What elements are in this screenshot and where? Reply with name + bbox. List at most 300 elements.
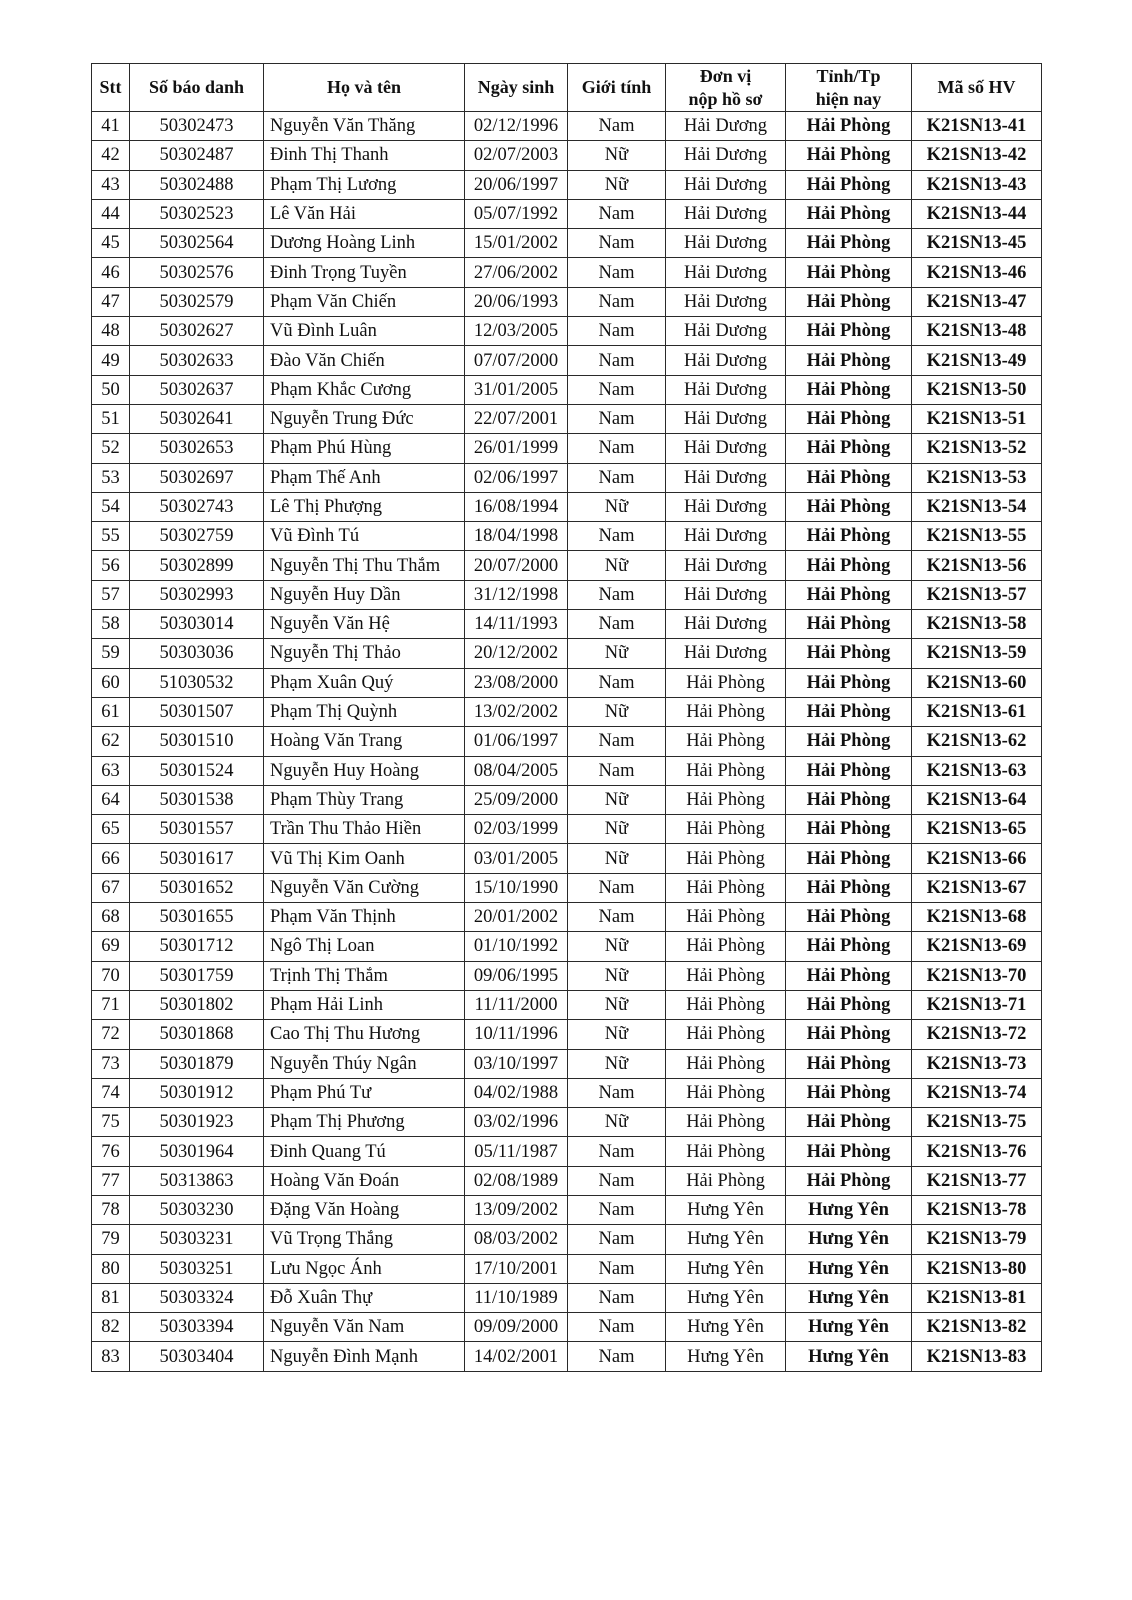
cell-province: Hải Phòng [786,317,912,346]
cell-code: K21SN13-73 [912,1049,1042,1078]
cell-province: Hải Phòng [786,668,912,697]
cell-code: K21SN13-52 [912,434,1042,463]
cell-gender: Nam [568,580,666,609]
cell-code: K21SN13-67 [912,873,1042,902]
table-row [92,639,1042,668]
cell-dob: 16/08/1994 [465,492,568,521]
cell-name: Cao Thị Thu Hương [264,1020,465,1049]
cell-gender: Nam [568,522,666,551]
table-row [92,1342,1042,1371]
cell-name: Nguyễn Thúy Ngân [264,1049,465,1078]
cell-code: K21SN13-79 [912,1225,1042,1254]
cell-name: Đào Văn Chiến [264,346,465,375]
header-row [92,64,1042,112]
cell-province: Hải Phòng [786,1108,912,1137]
cell-name: Nguyễn Huy Dần [264,580,465,609]
cell-province: Hải Phòng [786,1137,912,1166]
cell-sbd: 50302564 [130,229,264,258]
cell-dob: 20/06/1997 [465,170,568,199]
table-row [92,112,1042,141]
cell-code: K21SN13-42 [912,141,1042,170]
cell-sbd: 50303251 [130,1254,264,1283]
cell-stt: 45 [92,229,130,258]
cell-code: K21SN13-51 [912,404,1042,433]
cell-sbd: 50303231 [130,1225,264,1254]
cell-unit: Hải Dương [666,639,786,668]
cell-unit: Hải Phòng [666,727,786,756]
cell-gender: Nam [568,112,666,141]
cell-code: K21SN13-66 [912,844,1042,873]
cell-province: Hải Phòng [786,1166,912,1195]
cell-sbd: 50301557 [130,815,264,844]
cell-code: K21SN13-44 [912,199,1042,228]
cell-unit: Hải Dương [666,610,786,639]
table-row [92,287,1042,316]
table-row [92,756,1042,785]
cell-unit: Hưng Yên [666,1195,786,1224]
cell-dob: 11/11/2000 [465,990,568,1019]
cell-code: K21SN13-82 [912,1313,1042,1342]
cell-name: Đinh Quang Tú [264,1137,465,1166]
cell-stt: 64 [92,785,130,814]
cell-stt: 58 [92,610,130,639]
cell-gender: Nam [568,727,666,756]
table-row [92,785,1042,814]
cell-unit: Hải Dương [666,375,786,404]
cell-province: Hải Phòng [786,727,912,756]
cell-code: K21SN13-41 [912,112,1042,141]
cell-code: K21SN13-76 [912,1137,1042,1166]
cell-name: Nguyễn Đình Mạnh [264,1342,465,1371]
cell-stt: 75 [92,1108,130,1137]
cell-province: Hải Phòng [786,287,912,316]
cell-dob: 13/09/2002 [465,1195,568,1224]
cell-name: Phạm Phú Tư [264,1078,465,1107]
cell-dob: 02/08/1989 [465,1166,568,1195]
cell-code: K21SN13-46 [912,258,1042,287]
cell-gender: Nam [568,1166,666,1195]
cell-dob: 12/03/2005 [465,317,568,346]
cell-unit: Hải Phòng [666,1137,786,1166]
table-row [92,1078,1042,1107]
cell-stt: 65 [92,815,130,844]
cell-code: K21SN13-72 [912,1020,1042,1049]
cell-name: Nguyễn Văn Cường [264,873,465,902]
cell-gender: Nữ [568,815,666,844]
cell-dob: 20/06/1993 [465,287,568,316]
cell-name: Nguyễn Trung Đức [264,404,465,433]
cell-name: Trần Thu Thảo Hiền [264,815,465,844]
cell-sbd: 50301759 [130,961,264,990]
cell-name: Nguyễn Thị Thu Thắm [264,551,465,580]
cell-gender: Nữ [568,141,666,170]
header-gender: Giới tính [568,64,666,112]
cell-dob: 01/10/1992 [465,932,568,961]
cell-dob: 31/12/1998 [465,580,568,609]
cell-dob: 07/07/2000 [465,346,568,375]
cell-name: Nguyễn Văn Nam [264,1313,465,1342]
cell-sbd: 50301524 [130,756,264,785]
table-row [92,463,1042,492]
cell-stt: 57 [92,580,130,609]
table-row [92,522,1042,551]
cell-sbd: 50301964 [130,1137,264,1166]
cell-dob: 11/10/1989 [465,1283,568,1312]
cell-code: K21SN13-59 [912,639,1042,668]
cell-dob: 20/12/2002 [465,639,568,668]
cell-province: Hải Phòng [786,785,912,814]
table-row [92,580,1042,609]
cell-code: K21SN13-50 [912,375,1042,404]
cell-code: K21SN13-63 [912,756,1042,785]
cell-dob: 15/10/1990 [465,873,568,902]
cell-stt: 50 [92,375,130,404]
cell-sbd: 50302653 [130,434,264,463]
cell-code: K21SN13-57 [912,580,1042,609]
cell-gender: Nữ [568,844,666,873]
cell-code: K21SN13-81 [912,1283,1042,1312]
cell-unit: Hải Phòng [666,815,786,844]
cell-stt: 49 [92,346,130,375]
cell-gender: Nam [568,1137,666,1166]
cell-province: Hải Phòng [786,258,912,287]
cell-sbd: 50301507 [130,697,264,726]
cell-code: K21SN13-60 [912,668,1042,697]
cell-dob: 14/11/1993 [465,610,568,639]
cell-sbd: 50313863 [130,1166,264,1195]
cell-province: Hải Phòng [786,1049,912,1078]
cell-province: Hải Phòng [786,404,912,433]
cell-code: K21SN13-70 [912,961,1042,990]
table-row [92,697,1042,726]
cell-code: K21SN13-48 [912,317,1042,346]
cell-gender: Nam [568,756,666,785]
cell-sbd: 50302633 [130,346,264,375]
cell-gender: Nữ [568,697,666,726]
table-row [92,815,1042,844]
cell-province: Hưng Yên [786,1195,912,1224]
cell-dob: 31/01/2005 [465,375,568,404]
cell-gender: Nam [568,1254,666,1283]
cell-gender: Nữ [568,551,666,580]
cell-code: K21SN13-74 [912,1078,1042,1107]
cell-dob: 18/04/1998 [465,522,568,551]
cell-name: Hoàng Văn Trang [264,727,465,756]
cell-dob: 04/02/1988 [465,1078,568,1107]
cell-unit: Hưng Yên [666,1225,786,1254]
cell-gender: Nam [568,668,666,697]
table-row [92,199,1042,228]
table-body [92,112,1042,1372]
cell-dob: 09/06/1995 [465,961,568,990]
cell-gender: Nữ [568,1020,666,1049]
cell-dob: 23/08/2000 [465,668,568,697]
cell-sbd: 50302899 [130,551,264,580]
cell-province: Hưng Yên [786,1254,912,1283]
table-row [92,434,1042,463]
cell-sbd: 50302759 [130,522,264,551]
cell-stt: 77 [92,1166,130,1195]
cell-unit: Hải Dương [666,463,786,492]
cell-province: Hải Phòng [786,580,912,609]
cell-name: Hoàng Văn Đoán [264,1166,465,1195]
table-row [92,727,1042,756]
cell-stt: 41 [92,112,130,141]
cell-sbd: 50301655 [130,903,264,932]
cell-province: Hưng Yên [786,1225,912,1254]
cell-name: Phạm Khắc Cương [264,375,465,404]
table-row [92,668,1042,697]
cell-sbd: 50302579 [130,287,264,316]
cell-gender: Nữ [568,961,666,990]
cell-name: Phạm Thế Anh [264,463,465,492]
cell-sbd: 50302627 [130,317,264,346]
cell-unit: Hưng Yên [666,1342,786,1371]
cell-unit: Hải Phòng [666,1166,786,1195]
table-row [92,141,1042,170]
cell-dob: 10/11/1996 [465,1020,568,1049]
cell-gender: Nam [568,346,666,375]
cell-name: Dương Hoàng Linh [264,229,465,258]
cell-province: Hải Phòng [786,697,912,726]
cell-province: Hải Phòng [786,112,912,141]
cell-province: Hải Phòng [786,1020,912,1049]
cell-province: Hưng Yên [786,1342,912,1371]
cell-gender: Nam [568,1195,666,1224]
cell-stt: 62 [92,727,130,756]
cell-code: K21SN13-58 [912,610,1042,639]
cell-gender: Nam [568,199,666,228]
cell-code: K21SN13-75 [912,1108,1042,1137]
table-row [92,1137,1042,1166]
header-name: Họ và tên [264,64,465,112]
cell-name: Phạm Phú Hùng [264,434,465,463]
table-row [92,1225,1042,1254]
table-row [92,1108,1042,1137]
header-unit-line1: Đơn vị [699,65,752,86]
cell-unit: Hải Phòng [666,1078,786,1107]
cell-unit: Hải Dương [666,317,786,346]
cell-sbd: 50303324 [130,1283,264,1312]
cell-dob: 08/03/2002 [465,1225,568,1254]
cell-stt: 60 [92,668,130,697]
cell-gender: Nữ [568,170,666,199]
cell-code: K21SN13-49 [912,346,1042,375]
cell-province: Hải Phòng [786,141,912,170]
cell-name: Phạm Văn Chiến [264,287,465,316]
cell-stt: 70 [92,961,130,990]
cell-sbd: 50303014 [130,610,264,639]
cell-province: Hải Phòng [786,170,912,199]
cell-dob: 22/07/2001 [465,404,568,433]
cell-gender: Nữ [568,990,666,1019]
cell-stt: 78 [92,1195,130,1224]
cell-unit: Hải Dương [666,551,786,580]
table-row [92,375,1042,404]
cell-dob: 15/01/2002 [465,229,568,258]
cell-sbd: 50301879 [130,1049,264,1078]
cell-province: Hải Phòng [786,844,912,873]
cell-dob: 17/10/2001 [465,1254,568,1283]
cell-sbd: 50301652 [130,873,264,902]
cell-unit: Hải Phòng [666,844,786,873]
cell-code: K21SN13-62 [912,727,1042,756]
cell-sbd: 50302473 [130,112,264,141]
cell-gender: Nam [568,873,666,902]
cell-stt: 66 [92,844,130,873]
cell-province: Hải Phòng [786,873,912,902]
cell-sbd: 50302743 [130,492,264,521]
cell-stt: 80 [92,1254,130,1283]
cell-code: K21SN13-64 [912,785,1042,814]
cell-unit: Hưng Yên [666,1313,786,1342]
cell-unit: Hải Phòng [666,1049,786,1078]
cell-gender: Nam [568,317,666,346]
cell-name: Vũ Đình Luân [264,317,465,346]
cell-unit: Hải Dương [666,112,786,141]
cell-unit: Hải Phòng [666,785,786,814]
cell-unit: Hải Phòng [666,756,786,785]
cell-gender: Nam [568,1342,666,1371]
cell-gender: Nữ [568,492,666,521]
table-row [92,610,1042,639]
cell-unit: Hưng Yên [666,1283,786,1312]
cell-sbd: 50301802 [130,990,264,1019]
cell-sbd: 50302993 [130,580,264,609]
cell-name: Vũ Trọng Thắng [264,1225,465,1254]
cell-gender: Nam [568,1078,666,1107]
cell-name: Phạm Xuân Quý [264,668,465,697]
cell-gender: Nam [568,1225,666,1254]
cell-stt: 54 [92,492,130,521]
cell-sbd: 50301617 [130,844,264,873]
cell-stt: 48 [92,317,130,346]
cell-name: Phạm Văn Thịnh [264,903,465,932]
cell-stt: 56 [92,551,130,580]
cell-dob: 08/04/2005 [465,756,568,785]
table-row [92,932,1042,961]
cell-stt: 59 [92,639,130,668]
table-row [92,492,1042,521]
cell-province: Hải Phòng [786,756,912,785]
cell-name: Phạm Thị Phương [264,1108,465,1137]
cell-stt: 73 [92,1049,130,1078]
cell-code: K21SN13-61 [912,697,1042,726]
cell-province: Hải Phòng [786,961,912,990]
cell-sbd: 50302641 [130,404,264,433]
cell-gender: Nữ [568,1049,666,1078]
cell-stt: 68 [92,903,130,932]
cell-stt: 79 [92,1225,130,1254]
cell-dob: 27/06/2002 [465,258,568,287]
header-code: Mã số HV [912,64,1042,112]
cell-code: K21SN13-77 [912,1166,1042,1195]
cell-dob: 20/07/2000 [465,551,568,580]
cell-dob: 14/02/2001 [465,1342,568,1371]
cell-gender: Nam [568,463,666,492]
cell-gender: Nam [568,1283,666,1312]
cell-sbd: 50303394 [130,1313,264,1342]
cell-unit: Hải Phòng [666,697,786,726]
cell-name: Đinh Trọng Tuyền [264,258,465,287]
cell-province: Hải Phòng [786,463,912,492]
cell-unit: Hải Phòng [666,1108,786,1137]
cell-gender: Nam [568,903,666,932]
cell-unit: Hải Phòng [666,1020,786,1049]
cell-gender: Nam [568,375,666,404]
cell-gender: Nam [568,258,666,287]
cell-sbd: 50302637 [130,375,264,404]
cell-dob: 20/01/2002 [465,903,568,932]
cell-gender: Nam [568,287,666,316]
cell-stt: 82 [92,1313,130,1342]
cell-gender: Nữ [568,785,666,814]
header-unit-line2: nộp hồ sơ [688,88,763,109]
cell-dob: 09/09/2000 [465,1313,568,1342]
cell-dob: 02/12/1996 [465,112,568,141]
cell-gender: Nữ [568,639,666,668]
cell-sbd: 50301712 [130,932,264,961]
cell-code: K21SN13-69 [912,932,1042,961]
cell-unit: Hải Phòng [666,903,786,932]
cell-sbd: 50302487 [130,141,264,170]
cell-unit: Hải Phòng [666,961,786,990]
table-row [92,317,1042,346]
cell-name: Ngô Thị Loan [264,932,465,961]
cell-name: Đặng Văn Hoàng [264,1195,465,1224]
cell-code: K21SN13-47 [912,287,1042,316]
cell-stt: 52 [92,434,130,463]
table-row [92,404,1042,433]
cell-province: Hải Phòng [786,551,912,580]
cell-stt: 83 [92,1342,130,1371]
cell-name: Trịnh Thị Thắm [264,961,465,990]
header-province-line2: hiện nay [815,88,882,109]
cell-sbd: 50302523 [130,199,264,228]
cell-unit: Hải Dương [666,199,786,228]
cell-dob: 02/03/1999 [465,815,568,844]
cell-unit: Hải Dương [666,522,786,551]
cell-name: Nguyễn Văn Hệ [264,610,465,639]
cell-gender: Nam [568,1313,666,1342]
cell-sbd: 50301923 [130,1108,264,1137]
cell-province: Hưng Yên [786,1313,912,1342]
cell-dob: 03/10/1997 [465,1049,568,1078]
cell-stt: 74 [92,1078,130,1107]
cell-province: Hải Phòng [786,375,912,404]
cell-name: Nguyễn Thị Thảo [264,639,465,668]
table-row [92,258,1042,287]
cell-dob: 03/02/1996 [465,1108,568,1137]
cell-dob: 05/07/1992 [465,199,568,228]
table-row [92,1195,1042,1224]
cell-sbd: 50302576 [130,258,264,287]
cell-province: Hải Phòng [786,815,912,844]
cell-unit: Hải Dương [666,434,786,463]
cell-sbd: 50302697 [130,463,264,492]
cell-gender: Nam [568,434,666,463]
cell-province: Hải Phòng [786,932,912,961]
cell-code: K21SN13-55 [912,522,1042,551]
cell-code: K21SN13-54 [912,492,1042,521]
cell-name: Đỗ Xuân Thự [264,1283,465,1312]
cell-dob: 02/06/1997 [465,463,568,492]
table-row [92,1254,1042,1283]
cell-code: K21SN13-78 [912,1195,1042,1224]
cell-province: Hải Phòng [786,639,912,668]
cell-stt: 72 [92,1020,130,1049]
cell-code: K21SN13-43 [912,170,1042,199]
